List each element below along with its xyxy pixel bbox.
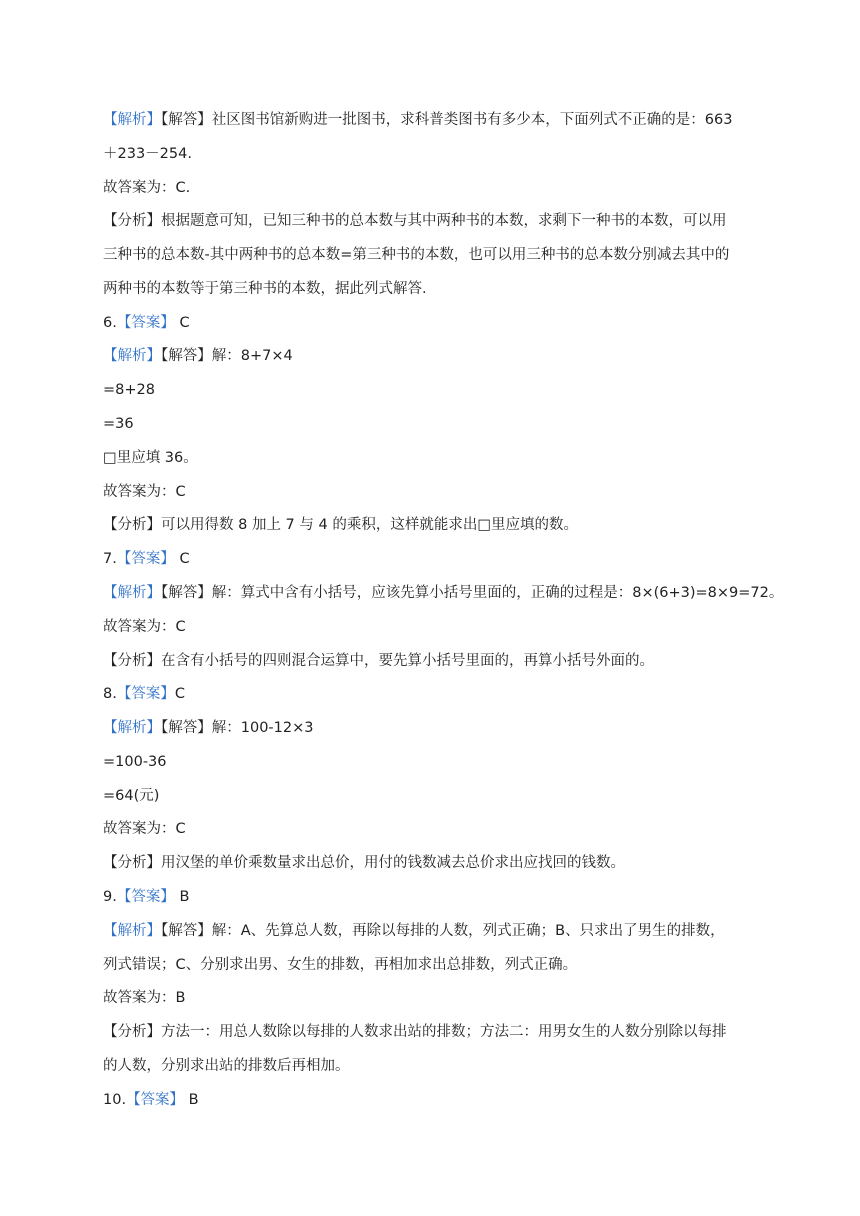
- text-line: [103, 346, 763, 366]
- question-number: 10.: [103, 1092, 127, 1108]
- line-text: 故答案为：C: [103, 484, 186, 500]
- text-line: [103, 988, 763, 1008]
- analysis-tag: 【解析】: [103, 348, 161, 364]
- line-text: 列式错误；C、分别求出男、女生的排数，再相加求出总排数，列式正确。: [103, 957, 578, 973]
- line-text: 【解答】社区图书馆新购进一批图书，求科普类图书有多少本，下面列式不正确的是：663: [161, 112, 733, 128]
- text-line: [103, 144, 763, 164]
- text-line: [103, 718, 763, 738]
- line-text: 【分析】根据题意可知，已知三种书的总本数与其中两种书的本数，求剩下一种书的本数，可以用: [103, 213, 727, 229]
- answer-tag: 【答案】: [116, 686, 175, 702]
- line-text: 【解答】解：100-12×3: [161, 720, 314, 736]
- line-text: 【分析】用汉堡的单价乘数量求出总价，用付的钱数减去总价求出应找回的钱数。: [103, 855, 625, 871]
- question-number: 8.: [103, 686, 117, 702]
- text-line: [103, 1022, 763, 1042]
- text-line: [103, 178, 763, 198]
- line-text: 【分析】方法一：用总人数除以每排的人数求出站的排数；方法二：用男女生的人数分别除以每排: [103, 1024, 727, 1040]
- line-text: =36: [103, 416, 134, 432]
- text-line: [103, 1056, 763, 1076]
- text-line: [103, 245, 763, 265]
- text-line: [103, 380, 763, 400]
- question-6-answer: [103, 313, 763, 333]
- line-text: 故答案为：C.: [103, 180, 191, 196]
- answer-value: C: [174, 686, 185, 702]
- line-text: 三种书的总本数-其中两种书的总本数=第三种书的本数，也可以用三种书的总本数分别减去其中的: [103, 247, 730, 263]
- line-text: 【分析】在含有小括号的四则混合运算中，要先算小括号里面的，再算小括号外面的。: [103, 653, 654, 669]
- line-text: 故答案为：B: [103, 990, 186, 1006]
- answer-value: B: [174, 889, 190, 905]
- text-line: [103, 515, 763, 535]
- text-line: [103, 853, 763, 873]
- text-line: [103, 448, 763, 468]
- line-text: =64(元): [103, 788, 160, 804]
- question-number: 9.: [103, 889, 117, 905]
- analysis-tag: 【解析】: [103, 112, 161, 128]
- line-text: =100-36: [103, 754, 167, 770]
- question-number: 6.: [103, 315, 117, 331]
- answer-value: C: [174, 551, 190, 567]
- analysis-tag: 【解析】: [103, 585, 161, 601]
- text-line: [103, 786, 763, 806]
- line-text: 【解答】解：A、先算总人数，再除以每排的人数，列式正确；B、只求出了男生的排数，: [161, 923, 725, 939]
- line-text: 【解答】解：算式中含有小括号，应该先算小括号里面的，正确的过程是：8×(6+3)=8×9=72。: [161, 585, 784, 601]
- text-line: [103, 482, 763, 502]
- question-7-answer: [103, 549, 763, 569]
- analysis-tag: 【解析】: [103, 923, 161, 939]
- answer-value: C: [174, 315, 190, 331]
- answer-tag: 【答案】: [116, 551, 175, 567]
- text-line: [103, 651, 763, 671]
- text-line: [103, 583, 784, 603]
- question-number: 7.: [103, 551, 117, 567]
- line-text: =8+28: [103, 382, 155, 398]
- answer-value: B: [184, 1092, 199, 1108]
- line-text: 的人数，分别求出站的排数后再相加。: [103, 1058, 350, 1074]
- line-text: 两种书的本数等于第三种书的本数，据此列式解答.: [103, 281, 427, 297]
- text-line: [103, 617, 763, 637]
- question-9-answer: [103, 887, 763, 907]
- answer-tag: 【答案】: [116, 889, 175, 905]
- answer-tag: 【答案】: [116, 315, 175, 331]
- analysis-tag: 【解析】: [103, 720, 161, 736]
- line-text: 故答案为：C: [103, 821, 186, 837]
- text-line: [103, 921, 763, 941]
- text-line: [103, 819, 763, 839]
- text-line: [103, 279, 763, 299]
- line-text: 【分析】可以用得数 8 加上 7 与 4 的乘积，这样就能求出□里应填的数。: [103, 517, 579, 533]
- question-10-answer: [103, 1090, 763, 1110]
- line-text: □里应填 36。: [103, 450, 198, 466]
- text-line: [103, 955, 763, 975]
- text-line: [103, 414, 763, 434]
- text-line: [103, 211, 763, 231]
- text-line: [103, 110, 763, 130]
- line-text: ＋233－254.: [103, 146, 192, 162]
- line-text: 故答案为：C: [103, 619, 186, 635]
- question-8-answer: [103, 684, 763, 704]
- answer-tag: 【答案】: [126, 1092, 185, 1108]
- line-text: 【解答】解：8+7×4: [161, 348, 293, 364]
- text-line: [103, 752, 763, 772]
